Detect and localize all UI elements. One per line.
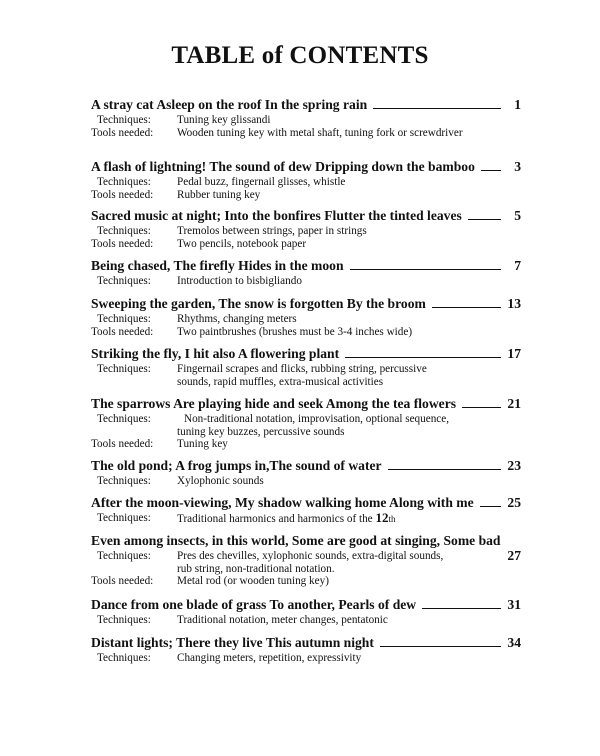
- page-number: 7: [514, 258, 521, 273]
- toc-entry-heading: [91, 495, 521, 512]
- techniques-label: Techniques:: [97, 114, 151, 126]
- entry-title: Sacred music at night; Into the bonfires Flutter the tinted leaves: [91, 208, 462, 223]
- toc-entry: [91, 208, 521, 250]
- techniques-value: tuning key buzzes, percussive sounds: [177, 425, 345, 438]
- toc-entry: [91, 533, 521, 588]
- toc-entry-heading: [91, 346, 521, 363]
- tools-row: [91, 326, 521, 339]
- techniques-value: Fingernail scrapes and flicks, rubbing string, percussive: [177, 363, 427, 375]
- entry-title: Even among insects, in this world, Some are good at singing, Some bad: [91, 533, 501, 548]
- techniques-row: [91, 512, 521, 526]
- techniques-row: [91, 275, 521, 288]
- tools-label: Tools needed:: [91, 188, 154, 201]
- toc-entry: [91, 296, 521, 338]
- techniques-row: [91, 225, 521, 238]
- techniques-row: [91, 114, 521, 127]
- toc-entry-heading: [91, 597, 521, 614]
- techniques-value: Traditional notation, meter changes, pentatonic: [177, 614, 388, 626]
- toc-entry-heading: [91, 258, 521, 275]
- techniques-label: Techniques:: [97, 225, 151, 237]
- techniques-label: Techniques:: [97, 550, 151, 562]
- toc-entry: [91, 396, 521, 451]
- leader-line: [432, 307, 501, 308]
- techniques-row-continued: [91, 376, 521, 389]
- techniques-row: [91, 475, 521, 488]
- page-number: 21: [507, 396, 521, 411]
- tools-value: Wooden tuning key with metal shaft, tuning fork or screwdriver: [177, 126, 463, 139]
- leader-line: [480, 506, 501, 507]
- techniques-value: Non-traditional notation, improvisation, optional sequence,: [184, 413, 450, 425]
- entry-title: Sweeping the garden, The snow is forgotten By the broom: [91, 296, 426, 311]
- techniques-row: [91, 176, 521, 189]
- techniques-value: sounds, rapid muffles, extra-musical activities: [177, 375, 384, 388]
- techniques-label: Techniques:: [97, 614, 151, 626]
- tools-row: [91, 438, 521, 451]
- toc-entry: [91, 458, 521, 488]
- tools-row: [91, 575, 521, 588]
- leader-line: [345, 357, 501, 358]
- leader-line: [373, 108, 501, 109]
- entry-title: Being chased, The firefly Hides in the moon: [91, 258, 344, 273]
- entry-title: The sparrows Are playing hide and seek Among the tea flowers: [91, 396, 457, 411]
- tools-value: Rubber tuning key: [177, 188, 261, 201]
- page-number: 23: [507, 458, 521, 473]
- techniques-label: Techniques:: [97, 652, 151, 664]
- techniques-value: Rhythms, changing meters: [177, 313, 297, 325]
- leader-line: [388, 469, 501, 470]
- techniques-label: Techniques:: [97, 313, 151, 325]
- page-number: 25: [507, 495, 521, 510]
- tools-label: Tools needed:: [91, 325, 154, 338]
- techniques-row: [91, 413, 521, 426]
- tools-value: Two paintbrushes (brushes must be 3-4 inches wide): [177, 325, 413, 338]
- page-number: 17: [507, 346, 521, 361]
- techniques-row: [91, 652, 521, 665]
- techniques-value: Xylophonic sounds: [177, 475, 264, 487]
- techniques-value: Traditional harmonics and harmonics of the 12th: [177, 510, 396, 525]
- ordinal-suffix: th: [388, 514, 396, 524]
- leader-line: [468, 219, 501, 220]
- leader-line: [462, 407, 501, 408]
- toc-entry-heading: [91, 208, 521, 225]
- toc-entry: [91, 159, 521, 201]
- techniques-row: [91, 313, 521, 326]
- tools-row: [91, 127, 521, 140]
- techniques-value: rub string, non-traditional notation.: [177, 562, 335, 575]
- toc-entry: [91, 346, 521, 388]
- entry-title: A stray cat Asleep on the roof In the spring rain: [91, 97, 368, 112]
- techniques-row-continued: [91, 563, 521, 576]
- page-number: 31: [507, 597, 521, 612]
- entry-title: The old pond; A frog jumps in,The sound of water: [91, 458, 382, 473]
- toc-entry-heading: [91, 159, 521, 176]
- page-number: 13: [507, 296, 521, 311]
- toc-entry-heading: [91, 458, 521, 475]
- leader-line: [350, 269, 501, 270]
- techniques-row: [91, 363, 521, 376]
- leader-line: [481, 170, 501, 171]
- techniques-label: Techniques:: [97, 363, 151, 375]
- tools-label: Tools needed:: [91, 237, 154, 250]
- techniques-value: Introduction to bisbigliando: [177, 275, 302, 287]
- techniques-label: Techniques:: [97, 176, 151, 188]
- entry-title: Striking the fly, I hit also A flowering plant: [91, 346, 340, 361]
- techniques-row: [91, 550, 521, 563]
- toc-entry: [91, 97, 521, 139]
- harmonic-number: 12: [375, 510, 389, 525]
- page-number: 3: [514, 159, 521, 174]
- entry-title: A flash of lightning! The sound of dew Dripping down the bamboo: [91, 159, 475, 174]
- page-number: 1: [514, 97, 521, 112]
- tools-label: Tools needed:: [91, 438, 154, 450]
- tools-value: Metal rod (or wooden tuning key): [177, 575, 329, 587]
- toc-entry-heading: [91, 97, 521, 114]
- techniques-label: Techniques:: [97, 512, 151, 524]
- techniques-value: Changing meters, repetition, expressivity: [177, 652, 362, 664]
- toc-entry: [91, 597, 521, 627]
- leader-line: [380, 646, 501, 647]
- entry-title: After the moon-viewing, My shadow walking home Along with me: [91, 495, 474, 510]
- toc-entry-heading: [91, 396, 521, 413]
- page-title: TABLE of CONTENTS: [171, 42, 429, 69]
- leader-line: [422, 608, 501, 609]
- toc-entry-heading: [91, 533, 521, 550]
- tools-label: Tools needed:: [91, 575, 154, 587]
- toc-entry: [91, 495, 521, 526]
- techniques-value: Tuning key glissandi: [177, 114, 271, 126]
- toc-entry-heading: [91, 296, 521, 313]
- tools-value: Tuning key: [177, 438, 228, 450]
- tools-value: Two pencils, notebook paper: [177, 237, 307, 250]
- page-number: 34: [507, 635, 521, 650]
- techniques-label: Techniques:: [97, 475, 151, 487]
- techniques-row: [91, 614, 521, 627]
- techniques-value: Pedal buzz, fingernail glisses, whistle: [177, 176, 346, 188]
- entry-title: Distant lights; There they live This autumn night: [91, 635, 374, 650]
- toc-entry: [91, 258, 521, 288]
- techniques-label: Techniques:: [97, 275, 151, 287]
- tools-row: [91, 238, 521, 251]
- entry-title: Dance from one blade of grass To another, Pearls of dew: [91, 597, 417, 612]
- tools-label: Tools needed:: [91, 126, 154, 139]
- techniques-label: Techniques:: [97, 413, 151, 425]
- toc-entry: [91, 635, 521, 665]
- techniques-value: 27 Pres des chevilles, xylophonic sounds, extra-digital sounds,: [177, 548, 521, 563]
- page-number: 5: [514, 208, 521, 223]
- tools-row: [91, 189, 521, 202]
- techniques-row-continued: [91, 426, 521, 439]
- toc-entry-heading: [91, 635, 521, 652]
- page-number: 27: [507, 548, 521, 563]
- techniques-value: Tremolos between strings, paper in strings: [177, 225, 367, 237]
